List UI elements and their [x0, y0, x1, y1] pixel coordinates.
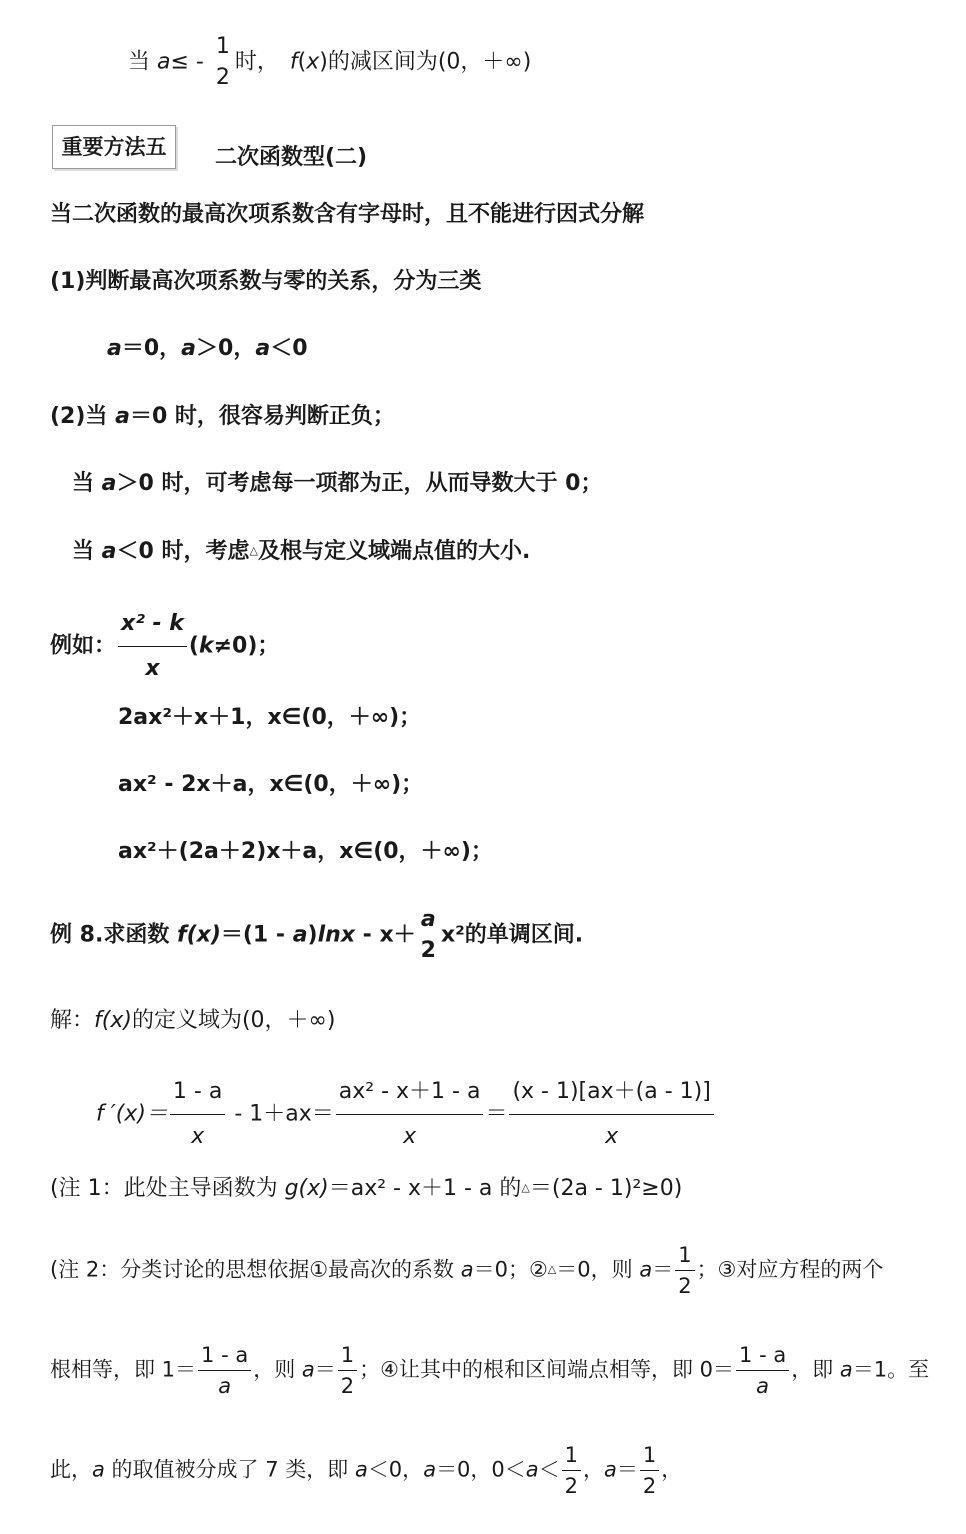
text: )的减区间为(0，＋∞) — [319, 49, 532, 75]
text: ， — [661, 1457, 683, 1482]
text: ( — [297, 49, 307, 75]
text: ；③对应方程的两个 — [696, 1257, 884, 1282]
numerator: 1 — [215, 34, 230, 59]
text: f ′(x)＝ — [96, 1101, 168, 1127]
numerator: ax² - x＋1 - a — [336, 1070, 484, 1115]
fraction — [418, 905, 439, 966]
note-2-line-b — [50, 1340, 929, 1401]
text: ＝ — [314, 1357, 336, 1382]
triangle-delta: △ — [547, 1262, 557, 1276]
var-a: a — [301, 1357, 315, 1382]
triangle-delta: △ — [521, 1181, 530, 1194]
var-a: a — [839, 1357, 853, 1382]
text: ＜0 — [270, 336, 308, 361]
text: ＝(1 - — [220, 922, 293, 948]
numerator: 1 - a — [736, 1340, 789, 1371]
text: 当 — [128, 49, 157, 75]
denominator: a — [756, 1374, 770, 1398]
var-a: a — [101, 471, 117, 496]
step-2b — [72, 469, 602, 499]
step-1: (1)判断最高次项系数与零的关系，分为三类 — [50, 269, 482, 294]
triangle-delta: △ — [249, 544, 258, 557]
text: ，则 — [253, 1357, 302, 1382]
text: ＝(2a - 1)²≥0) — [529, 1176, 683, 1201]
example-line — [50, 602, 279, 691]
text: ＝ — [485, 1101, 508, 1127]
lnx: lnx — [317, 922, 356, 948]
var-a: a — [181, 336, 197, 361]
var-f: f — [289, 49, 298, 75]
text: ＝0，0＜ — [436, 1457, 526, 1482]
fraction — [118, 602, 187, 691]
denominator: x — [605, 1124, 619, 1149]
numerator: a — [420, 907, 436, 932]
numerator: 1 — [640, 1440, 659, 1471]
var-a: a — [115, 404, 130, 429]
text: 解： — [50, 1008, 95, 1033]
method-title: 二次函数型(二) — [215, 145, 368, 170]
numerator: 1 - a — [198, 1340, 251, 1371]
text: 及根与定义域端点值的大小. — [257, 539, 531, 564]
denominator: 2 — [678, 1274, 692, 1298]
func-gx: g(x) — [284, 1176, 329, 1201]
text: ＝0 时，很容易判断正负； — [129, 404, 395, 429]
var-a: a — [101, 539, 117, 564]
text: 例 8. — [50, 922, 104, 948]
fraction — [640, 1440, 659, 1501]
text: ＝ — [652, 1257, 674, 1282]
fraction — [675, 1240, 694, 1301]
var-a: a — [604, 1457, 617, 1482]
denominator: 2 — [564, 1474, 579, 1498]
example-2: ax² - 2x＋a，x∈(0，＋∞)； — [118, 772, 424, 797]
numerator: (x - 1)[ax＋(a - 1)] — [509, 1070, 713, 1115]
text: ≤ - — [170, 49, 211, 75]
var-a: a — [292, 922, 308, 948]
text: (注 2：分类讨论的思想依据①最高次的系数 — [50, 1257, 461, 1282]
text: ＝1。至 — [852, 1357, 930, 1382]
text: 的定义域为(0，＋∞) — [131, 1008, 336, 1033]
fraction — [170, 1070, 225, 1159]
text: 此， — [50, 1457, 92, 1482]
denominator: 2 — [215, 65, 230, 90]
text: ＝0；② — [473, 1257, 548, 1282]
var-a: a — [639, 1257, 653, 1282]
var-a: a — [107, 336, 122, 361]
derivative-line — [96, 1070, 716, 1159]
intro-text: 当二次函数的最高次项系数含有字母时，且不能进行因式分解 — [50, 202, 645, 227]
text: ＞0， — [196, 336, 256, 361]
text: ＜0， — [367, 1457, 424, 1482]
text: ≠0)； — [213, 633, 280, 659]
step-2 — [50, 402, 395, 432]
example-1: 2ax²＋x＋1，x∈(0，＋∞)； — [118, 705, 422, 730]
problem-8 — [50, 905, 583, 966]
text: - 1＋ax＝ — [227, 1101, 334, 1127]
fraction — [336, 1070, 484, 1159]
text: 求函数 — [103, 922, 177, 948]
text: ＝ — [616, 1457, 638, 1482]
denominator: 2 — [340, 1374, 355, 1398]
note-2-line-c — [50, 1440, 682, 1501]
text: ( — [188, 633, 199, 659]
numerator: x² - k — [118, 602, 187, 647]
text: ， — [583, 1457, 605, 1482]
text: 根相等，即 1＝ — [50, 1357, 197, 1382]
note-2-line-a — [50, 1240, 883, 1301]
text: ＞0 时，可考虑每一项都为正，从而导数大于 0； — [116, 471, 603, 496]
text: ) — [307, 922, 318, 948]
text: 例如： — [50, 633, 117, 659]
text: ＝0， — [121, 336, 182, 361]
solution-line — [50, 1006, 335, 1036]
var-a: a — [423, 1457, 437, 1482]
fraction — [213, 32, 233, 93]
denominator: 2 — [642, 1474, 657, 1498]
var-a: a — [525, 1457, 539, 1482]
func-fx: f(x) — [177, 922, 221, 948]
text: ＜ — [538, 1457, 560, 1482]
text: (注 1：此处主导函数为 — [50, 1176, 285, 1201]
fraction — [509, 1070, 713, 1159]
fraction — [562, 1440, 581, 1501]
step-2c — [72, 536, 530, 567]
note-1 — [50, 1173, 682, 1204]
text: 当 — [72, 471, 102, 496]
text: ＝0，则 — [556, 1257, 640, 1282]
text: 的取值被分成了 7 类，即 — [104, 1457, 355, 1482]
var-a: a — [354, 1457, 368, 1482]
denominator: a — [218, 1374, 232, 1398]
text: x²的单调区间. — [440, 922, 584, 948]
text: (2)当 — [50, 404, 116, 429]
numerator: 1 — [338, 1340, 357, 1371]
var-a: a — [157, 49, 171, 75]
cases-line — [107, 334, 308, 364]
fraction — [338, 1340, 357, 1401]
var-a: a — [255, 336, 271, 361]
text: 当 — [72, 539, 102, 564]
numerator: 1 — [675, 1240, 694, 1271]
denominator: 2 — [420, 938, 436, 963]
denominator: x — [191, 1124, 205, 1149]
var-a: a — [460, 1257, 474, 1282]
text: ，即 — [791, 1357, 840, 1382]
fraction — [198, 1340, 251, 1401]
text: ＝ax² - x＋1 - a 的 — [328, 1176, 522, 1201]
numerator: 1 — [562, 1440, 581, 1471]
text: - x＋ — [355, 922, 416, 948]
denominator: x — [145, 656, 160, 681]
text: ＜0 时，考虑 — [116, 539, 250, 564]
func-fx: f(x) — [94, 1008, 132, 1033]
line-1 — [128, 32, 531, 93]
var-x: x — [306, 49, 320, 75]
var-a: a — [92, 1457, 105, 1482]
method-label-box: 重要方法五 — [52, 125, 176, 169]
denominator: x — [403, 1124, 417, 1149]
text: 时， — [234, 49, 290, 75]
numerator: 1 - a — [170, 1070, 225, 1115]
fraction — [736, 1340, 789, 1401]
text: ；④让其中的根和区间端点相等，即 0＝ — [359, 1357, 735, 1382]
var-k: k — [198, 633, 214, 659]
example-3: ax²＋(2a＋2)x＋a，x∈(0，＋∞)； — [118, 839, 493, 864]
